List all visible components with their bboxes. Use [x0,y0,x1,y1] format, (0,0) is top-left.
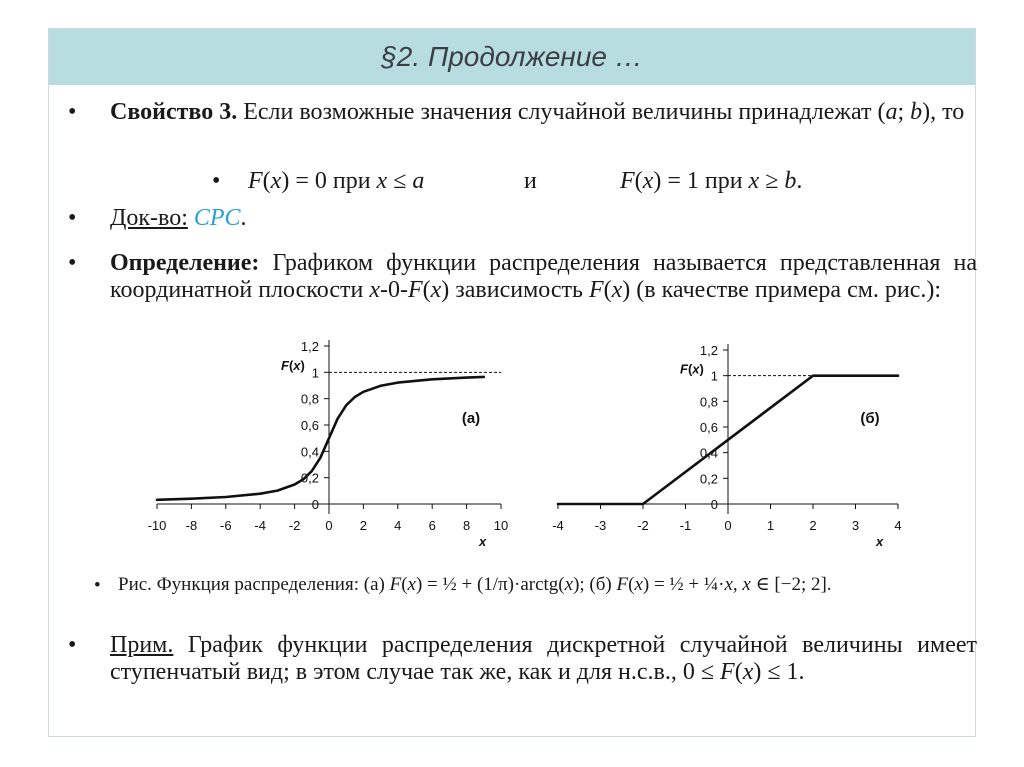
chart-panel-label: (а) [461,410,481,427]
formula-right-end: . [796,168,803,194]
definition-F2: F [588,277,604,303]
chart-b [540,335,910,555]
caption-x5: x [742,574,751,595]
note-F: F [720,659,735,685]
x-tick-label: 6 [428,518,436,533]
y-axis-label: F(x) [680,361,704,377]
definition-label: Определение: [110,250,260,276]
definition-x: x [369,277,380,303]
x-tick-label: 0 [325,518,333,533]
y-tick-label: 1,2 [300,339,319,354]
note-paragraph: Прим. График функции распределения дискретной случайной величины имеет ступенчатый вид; в этом случае так же, как и для н.с.в., 0 ≤ F(x) ≤ 1. [110,632,977,685]
formula-left-x: x [270,168,282,194]
formula-left-x2: x [376,168,388,194]
bullet-dot: • [94,575,101,596]
formula-left-a: a [412,168,425,194]
y-tick-label: 0 [311,497,319,512]
formula-right-b: b [784,168,797,194]
bullet-dot: • [68,250,77,276]
caption-x4: x [724,574,733,595]
caption-text-5: , [732,574,743,595]
x-tick-label: -8 [185,518,198,533]
x-tick-label: -1 [679,518,692,533]
x-tick-label: -2 [288,518,301,533]
x-axis-label: x [479,534,487,549]
note-x: x [742,659,754,685]
caption-text-6: ∈ [−2; 2]. [750,574,832,595]
note-label: Прим. [110,632,174,658]
caption-text-1: Рис. Функция распределения: (а) [118,574,390,595]
property-label: Свойство 3. [110,99,238,125]
definition-paragraph: Определение: Графиком функции распределения называется представленная на координатной плоскости x-0-F(x) зависимость F(x) (в качестве примера см. рис.): [110,250,977,303]
formula-conj: и [524,168,537,194]
y-tick-label: 0,8 [300,391,319,407]
bullet-dot: • [212,168,221,194]
y-tick-label: 1,2 [699,343,718,358]
caption-text-4: ) = ½ + ¼· [642,574,725,595]
property-sep: ; [897,99,911,125]
y-tick-label: 0,4 [300,444,319,460]
chart-panel-label: (б) [860,410,880,427]
bullet-dot: • [68,632,77,658]
figure-caption: Рис. Функция распределения: (а) F(x) = ½ + (1/π)·arctg(x); (б) F(x) = ½ + ¼·x, x ∈ [−2; 2]. [118,574,832,595]
y-tick-label: 0,4 [699,445,718,461]
property-text-2: ), то [922,99,965,125]
x-tick-label: 4 [894,518,902,533]
proof-label: Док-во: [110,205,188,231]
y-axis-label: F(x) [281,357,305,373]
property-text-1: Если возможные значения случайной величины принадлежат ( [237,99,886,125]
x-tick-label: 2 [359,518,368,533]
caption-x1: x [407,574,416,595]
x-tick-label: 3 [851,518,860,533]
srs-link[interactable]: СРС [193,205,241,231]
caption-F2: F [616,574,629,595]
y-tick-label: 0 [710,497,718,512]
caption-F1: F [389,574,402,595]
definition-text-3: ) (в качестве примера см. рис.): [622,277,942,303]
y-tick-label: 0,2 [699,471,718,487]
x-tick-label: 2 [809,518,817,533]
note-text: График функции распределения дискретной случайной величины имеет ступенчатый вид; в этом случае так же, как и для н.с.в., 0 ≤ [110,632,977,685]
formula-right-x2: x [748,168,760,194]
slide-title: §2. Продолжение … [381,41,643,72]
formula-left-le: ≤ [387,168,413,194]
formula-right-x: x [642,168,654,194]
definition-F: F [407,277,423,303]
property-3-paragraph [110,99,977,126]
x-tick-label: -2 [637,518,649,533]
formula-right-rest: ) = 1 при [653,168,749,194]
caption-text-3: ); (б) [573,574,617,595]
y-tick-label: 1 [311,365,319,381]
definition-text-1: Графиком функции распределения называется представленная на координатной плоскости [110,250,977,303]
series-line [157,377,484,500]
formula-right-F: F [620,168,635,194]
x-tick-label: -4 [552,518,564,533]
definition-text-2: ) зависимость [441,277,589,303]
caption-text-2: ) = ½ + (1/π)·arctg( [415,574,565,595]
x-tick-label: 10 [493,518,509,533]
x-tick-label: -6 [220,518,232,533]
property-a: a [885,99,898,125]
definition-mid: -0- [379,277,408,303]
x-tick-label: 1 [766,518,775,533]
x-tick-label: 0 [724,518,732,533]
formula-right: F(x) = 1 при x ≥ b. [620,168,803,194]
note-end: ) ≤ 1. [753,659,805,685]
y-tick-label: 0,6 [300,418,319,433]
caption-x2: x [564,574,574,595]
property-b: b [910,99,923,125]
formula-right-ge: ≥ [759,168,785,194]
y-tick-label: 1 [710,368,718,384]
y-tick-label: 0,8 [699,394,718,410]
proof-end: . [240,205,247,231]
x-tick-label: -10 [147,518,167,533]
caption-x3: x [634,574,643,595]
x-tick-label: -3 [594,518,607,533]
x-axis-label: x [876,534,884,549]
formula-left-F: F [248,168,263,194]
definition-x3: x [611,277,623,303]
formula-left-rest: ) = 0 при [281,168,377,194]
y-tick-label: 0,2 [300,470,319,486]
x-tick-label: 4 [394,518,402,533]
y-tick-label: 0,6 [699,420,718,435]
definition-x2: x [430,277,442,303]
title-bar [49,29,975,85]
chart-a [145,335,515,555]
proof-line [110,205,247,232]
bullet-dot: • [68,99,77,125]
x-tick-label: 8 [462,518,471,533]
x-tick-label: -4 [254,518,266,533]
formula-left: F(x) = 0 при x ≤ a [248,168,425,194]
bullet-dot: • [68,205,77,231]
